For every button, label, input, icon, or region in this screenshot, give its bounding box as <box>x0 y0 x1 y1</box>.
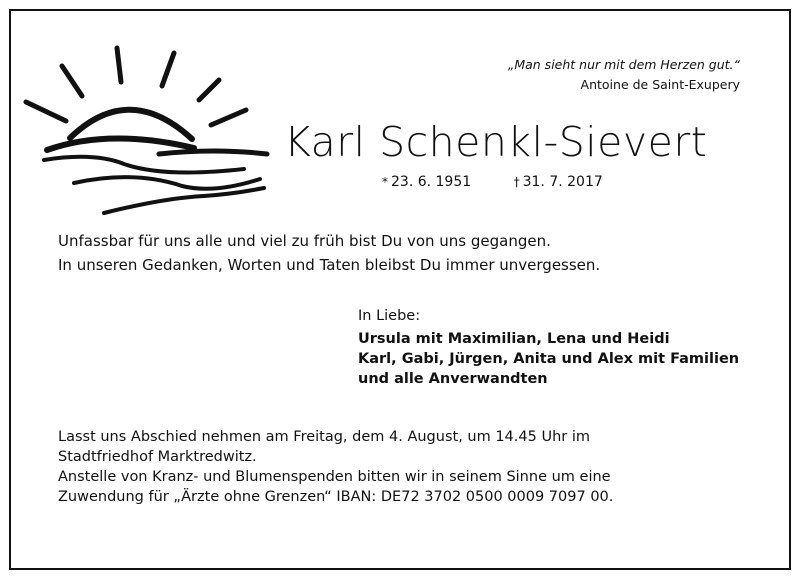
funeral-line: Stadtfriedhof Marktredwitz. <box>58 449 257 465</box>
message-block <box>58 229 600 277</box>
birth-date: 23. 6. 1951 <box>391 174 472 190</box>
life-dates <box>382 174 603 190</box>
mourner-line: Karl, Gabi, Jürgen, Anita und Alex mit Familien <box>358 351 740 367</box>
death-symbol: † <box>513 175 520 189</box>
sunset-over-hills-icon <box>14 36 274 226</box>
mourners-label: In Liebe: <box>358 308 421 324</box>
message-line: Unfassbar für uns alle und viel zu früh bist Du von uns gegangen. <box>58 232 551 250</box>
donation-line: Zuwendung für „Ärzte ohne Grenzen“ IBAN: DE72 3702 0500 0009 7097 00. <box>58 489 614 505</box>
funeral-line: Lasst uns Abschied nehmen am Freitag, dem 4. August, um 14.45 Uhr im <box>58 429 590 445</box>
mourner-line: und alle Anverwandten <box>358 371 548 387</box>
donation-line: Anstelle von Kranz- und Blumenspenden bitten wir in seinem Sinne um eine <box>58 469 611 485</box>
mourner-line: Ursula mit Maximilian, Lena und Heidi <box>358 331 670 347</box>
funeral-notice <box>58 427 613 507</box>
quote-author: Antoine de Saint-Exupery <box>580 77 740 92</box>
mourners-block <box>358 306 739 389</box>
message-line: In unseren Gedanken, Worten und Taten bleibst Du immer unvergessen. <box>58 256 601 274</box>
deceased-name: Karl Schenkl-Sievert <box>284 118 708 166</box>
death-date: 31. 7. 2017 <box>522 174 603 190</box>
birth-symbol: * <box>382 175 388 189</box>
quote-block <box>508 55 740 95</box>
quote-text: „Man sieht nur mit dem Herzen gut.“ <box>507 57 740 72</box>
